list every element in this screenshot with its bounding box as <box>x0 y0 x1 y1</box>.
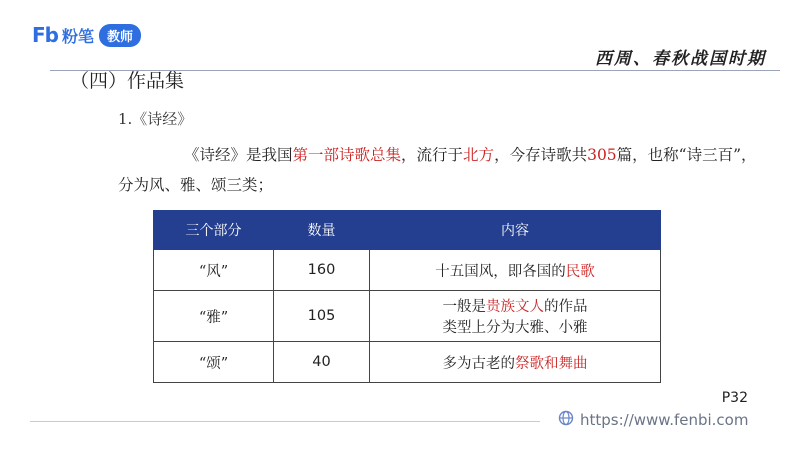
content-text: 多为古老的 <box>442 355 515 372</box>
cell-count: 160 <box>274 250 370 291</box>
cell-part: “雅” <box>154 291 274 342</box>
content-text: 十五国风，即各国的 <box>435 263 566 280</box>
table-row <box>154 342 661 383</box>
cell-part: “颂” <box>154 342 274 383</box>
item-title: 1.《诗经》 <box>118 110 193 128</box>
cell-content <box>370 250 661 291</box>
page-number: P32 <box>721 390 748 406</box>
fenbi-logo <box>32 22 141 48</box>
cell-content <box>370 342 661 383</box>
logo-mark: Fb <box>32 23 58 47</box>
para-highlight-1: 第一部诗歌总集 <box>292 146 402 164</box>
content-highlight: 祭歌和舞曲 <box>515 355 588 372</box>
cell-part: “风” <box>154 250 274 291</box>
content-text: 的作品 <box>544 299 588 315</box>
cell-count: 105 <box>274 291 370 342</box>
logo-name: 粉笔 <box>61 26 94 46</box>
section-title: （四）作品集 <box>70 70 185 92</box>
works-table <box>153 210 661 383</box>
logo-badge: 教师 <box>99 24 141 47</box>
para-text-1: 《诗经》是我国 <box>184 146 293 164</box>
content-text: 一般是 <box>442 299 486 315</box>
table-header-row <box>154 211 661 250</box>
para-text-3: ，今存诗歌共 <box>494 146 588 164</box>
footer-link[interactable] <box>558 410 748 430</box>
para-text-2: ，流行于 <box>401 146 464 164</box>
globe-icon <box>558 410 574 430</box>
chapter-title: 西周、春秋战国时期 <box>595 49 766 69</box>
header-count: 数量 <box>274 211 370 250</box>
header-part: 三个部分 <box>154 211 274 250</box>
table-row <box>154 291 661 342</box>
cell-count: 40 <box>274 342 370 383</box>
para-highlight-2: 北方 <box>463 146 495 164</box>
content-text: 类型上分为大雅、小雅 <box>442 320 588 336</box>
footer-url-text[interactable]: https://www.fenbi.com <box>580 411 749 429</box>
footer-divider <box>30 421 540 422</box>
para-highlight-3: 305 <box>587 146 617 164</box>
content-highlight: 民歌 <box>565 263 595 280</box>
table-row <box>154 250 661 291</box>
intro-paragraph <box>118 140 758 200</box>
cell-content <box>370 291 661 342</box>
content-highlight: 贵族文人 <box>486 299 544 315</box>
para-text-4: 篇，也称“诗三百”，分为风、雅、颂三类； <box>118 146 757 194</box>
header-content: 内容 <box>370 211 661 250</box>
